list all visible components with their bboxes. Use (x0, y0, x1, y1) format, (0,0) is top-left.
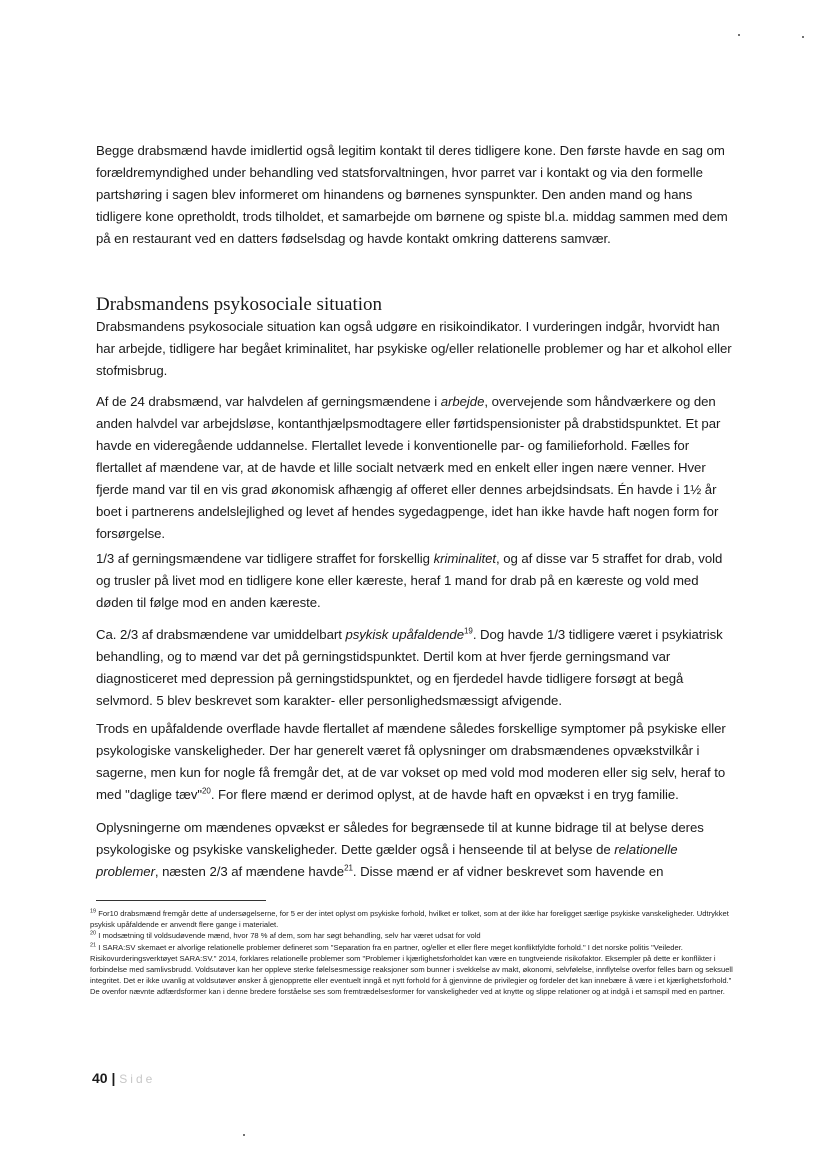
text-run: . For flere mænd er derimod oplyst, at de havde haft en opvækst i en tryg familie. (210, 787, 679, 802)
text-run: , næsten 2/3 af mændene havde (154, 864, 345, 879)
section-heading: Drabsmandens psykosociale situation (96, 294, 383, 315)
emphasis-text: relationelle problemer (96, 842, 678, 879)
page-number: 40 (92, 1070, 108, 1086)
text-run: Oplysningerne om mændenes opvækst er således for begrænsede til at kunne bidrage til at belyse deres psykologiske og psykiske vanskeligheder. Dette gælder også i henseende til at belyse de (96, 820, 704, 857)
footnote-divider (96, 900, 266, 901)
footnote-number: 19 (90, 908, 97, 915)
page-separator: | (111, 1070, 116, 1086)
footnote (90, 942, 740, 998)
scan-speck (738, 34, 740, 36)
footnote-text: I modsætning til voldsudøvende mænd, hvor 78 % af dem, som har søgt behandling, selv har været udsat for vold (98, 931, 481, 941)
footnotes (90, 908, 740, 998)
footnote-number: 20 (90, 930, 97, 937)
text-run: , og af disse var 5 straffet for drab, vold og trusler på livet mod en tidligere kone eller kæreste, heraf 1 mand for drab på en kæreste og vold med døden til følge mod en anden kæreste. (96, 551, 723, 610)
footnote (90, 930, 740, 941)
text-run: Af de 24 drabsmænd, var halvdelen af gerningsmændene i (96, 394, 441, 409)
emphasis-text: psykisk upåfaldende (345, 627, 464, 642)
footnote-text: For10 drabsmænd fremgår dette af undersøgelserne, for 5 er der intet oplyst om psykiske forhold, hvilket er tolket, som at der ikke har foreligget særlige psykiske vanskeligheder. Udtrykket psykisk upåfaldende er anvendt flere gange i materialet. (90, 909, 729, 930)
footnote-text: I SARA:SV skemaet er alvorlige relationelle problemer defineret som "Separation fra en partner, og/eller et eller flere meget konfliktfyldte forhold." I det norske politis "Veileder. Risikovurderingsverktøyet SARA:SV." 2014, forklares relationelle problemer som "Problemer i kjærlighetsforholdet kan være en tungtveiende risikofaktor. Eksempler på dette er konflikter i forbindelse med samlivsbrudd. Voldsutøver kan her oppleve sterke følelsesmessige reaksjoner som bunner i svekkelse av makt, økonomi, selvfølelse, innflytelse overfor felles barn og seksuell integritet. Det er ikke uvanlig at voldsutøver ønsker å gjenopprette eller eventuelt inngå et nytt forhold for å gjenvinne de privilegier og fordeler det kan innebære å være i et kjærlighetsforhold." De ovenfor nævnte adfærdsformer kan i denne bredere forståelse ses som fremtrædelsesformer for vanskeligheder ved at knytte og slippe relationer og at indgå i et samspil med en partner. (90, 942, 733, 997)
page-footer (92, 1070, 155, 1086)
footnote-number: 21 (90, 942, 97, 949)
emphasis-text: arbejde (440, 394, 485, 409)
scan-speck (802, 36, 804, 38)
text-run: . Dog havde 1/3 tidligere været i psykiatrisk behandling, og to mænd var det på gerningstidspunktet. Dertil kom at hver fjerde gerningsmand var diagnosticeret med depression på gerningstidspunktet, og en fjerdedel havde tidligere forsøgt at begå selvmord. 5 blev beskrevet som karakter- eller personlighedsmæssigt afvigende. (96, 627, 723, 708)
footnote-ref[interactable]: 19 (464, 626, 473, 636)
page-word: Side (119, 1072, 156, 1086)
text-run: Trods en upåfaldende overflade havde flertallet af mændene således forskellige symptomer på psykiske eller psykologiske vanskeligheder. Der har generelt været få oplysninger om drabsmændenes opvækstvilkår i sagerne, men kun for nogle få fremgår det, at de var vokset op med vold mod moderen eller sig selv, heraf to med "daglige tæv" (96, 721, 726, 802)
footnote (90, 908, 740, 930)
paragraph-psychological (96, 624, 736, 712)
text-run: Ca. 2/3 af drabsmændene var umiddelbart (96, 627, 346, 642)
paragraph-symptoms (96, 718, 736, 806)
text-run: . Disse mænd er af vidner beskrevet som havende en (352, 864, 664, 879)
paragraph-risk-indicator: Drabsmandens psykosociale situation kan også udgøre en risikoindikator. I vurderingen indgår, hvorvidt han har arbejde, tidligere har begået kriminalitet, har psykiske og/eller relationelle problemer og har et alkohol eller stofmisbrug. (96, 319, 732, 378)
scan-speck (243, 1134, 245, 1136)
paragraph-upbringing (96, 817, 736, 883)
paragraph-criminality (96, 548, 736, 614)
footnote-ref[interactable]: 20 (202, 786, 211, 796)
intro-paragraph: Begge drabsmænd havde imidlertid også legitim kontakt til deres tidligere kone. Den første havde en sag om forældremyndighed under behandling ved statsforvaltningen, hvor parret var i kontakt og via den formelle partshøring i sagen blev informeret om hinandens og børnenes synspunkter. Den anden mand og hans tidligere kone opretholdt, trods tilholdet, et samarbejde om børnene og spiste bl.a. middag sammen med dem på en restaurant ved en datters fødselsdag og havde kontakt omkring datterens samvær. (96, 143, 728, 246)
text-run: 1/3 af gerningsmændene var tidligere straffet for forskellig (96, 551, 434, 566)
footnote-ref[interactable]: 21 (344, 863, 353, 873)
text-run: , overvejende som håndværkere og den anden halvdel var arbejdsløse, kontanthjælpsmodtagere eller førtidspensionister på drabstidspunktet. Et par havde en videregående uddannelse. Flertallet levede i konventionelle par- og familieforhold. Fælles for flertallet af mændene var, at de havde et lille socialt netværk med en enkelt eller ingen nære venner. Hver fjerde mand var til en vis grad økonomisk afhængig af offeret eller dennes arbejdsindsats. Én havde i 1½ år boet i partnerens andelslejlighed og levet af hendes sygedagpenge, idet han ikke havde haft nogen form for forsørgelse. (96, 394, 721, 541)
paragraph-work-situation (96, 391, 736, 545)
emphasis-text: kriminalitet (433, 551, 496, 566)
